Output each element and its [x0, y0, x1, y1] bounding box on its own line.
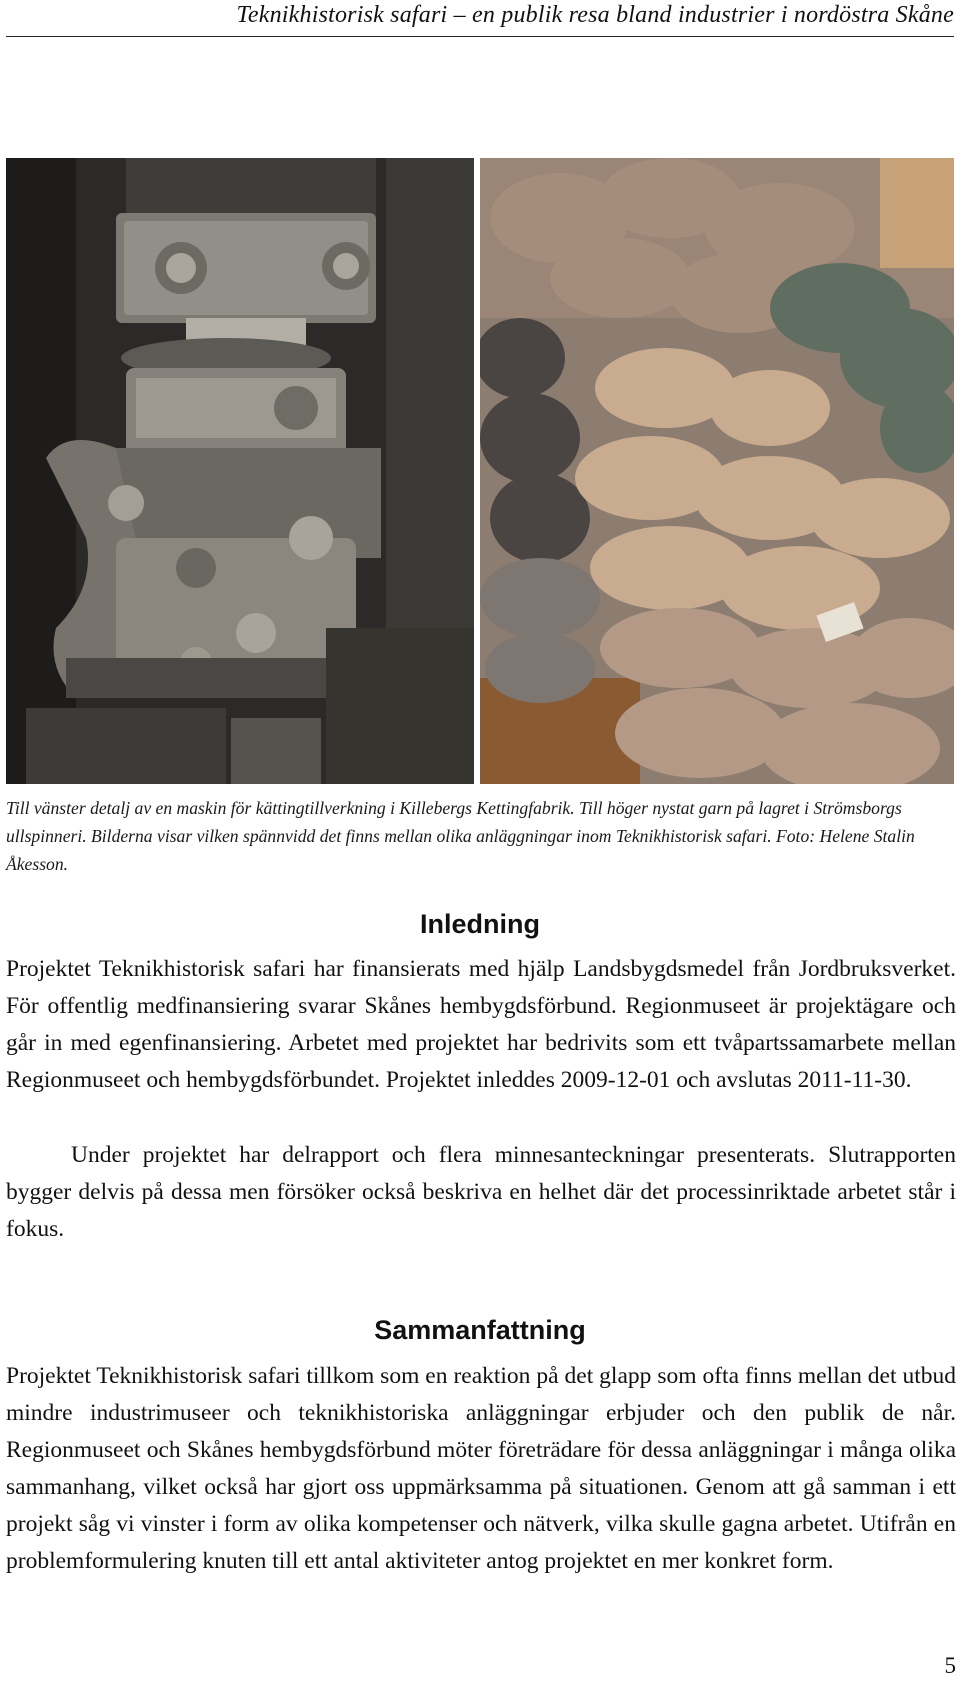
- summary-paragraph-1: Projektet Teknikhistorisk safari tillkom som en reaktion på det glapp som ofta finns mellan det utbud mindre industrimuseer och teknikhistoriska anläggningar erbjuder och den publik de når. Regionmuseet och Skånes hembygdsförbund möter företrädare för dessa anläggningar i många olika sammanhang, vilket också har gjort oss uppmärksamma på situationen. Genom att gå samman i ett projekt såg vi vinster i form av olika kompetenser och nätverk, vilka skulle gagna arbetet. Utifrån en problemformulering knuten till ett antal aktiviteter antog projektet en mer konkret form.: [6, 1363, 956, 1574]
- figure-caption: Till vänster detalj av en maskin för kättingtillverkning i Killebergs Kettingfabrik. Till höger nystat garn på lagret i Strömsborgs ullspinneri. Bilderna visar vilken spännvidd det finns mellan olika anläggningar inom Teknikhistorisk safari. Foto: Helene Stalin Åkesson.: [6, 798, 915, 874]
- running-header: [6, 0, 954, 37]
- chain-machine-photo: [6, 158, 474, 784]
- yarn-skeins-photo: [480, 158, 954, 784]
- section-heading-sammanfattning: Sammanfattning: [374, 1315, 586, 1345]
- section-heading-inledning: Inledning: [420, 909, 540, 939]
- intro-paragraph-1: Projektet Teknikhistorisk safari har finansierats med hjälp Landsbygdsmedel från Jordbruksverket. För offentlig medfinansiering svarar Skånes hembygdsförbund. Regionmuseet är projektägare och går in med egenfinansiering. Arbetet med projektet har bedrivits som ett tvåpartssamarbete mellan Regionmuseet och hembygdsförbundet. Projektet inleddes 2009-12-01 och avslutas 2011-11-30.: [6, 956, 956, 1093]
- running-title: Teknikhistorisk safari – en publik resa bland industrier i nordöstra Skåne: [236, 2, 954, 28]
- page-number: 5: [944, 1653, 956, 1678]
- intro-paragraph-2: Under projektet har delrapport och flera minnesanteckningar presenterats. Slutrapporten bygger delvis på dessa men försöker också beskriva en helhet där det processinriktade arbetet står i fokus.: [6, 1142, 956, 1242]
- photo-pair: [6, 158, 954, 784]
